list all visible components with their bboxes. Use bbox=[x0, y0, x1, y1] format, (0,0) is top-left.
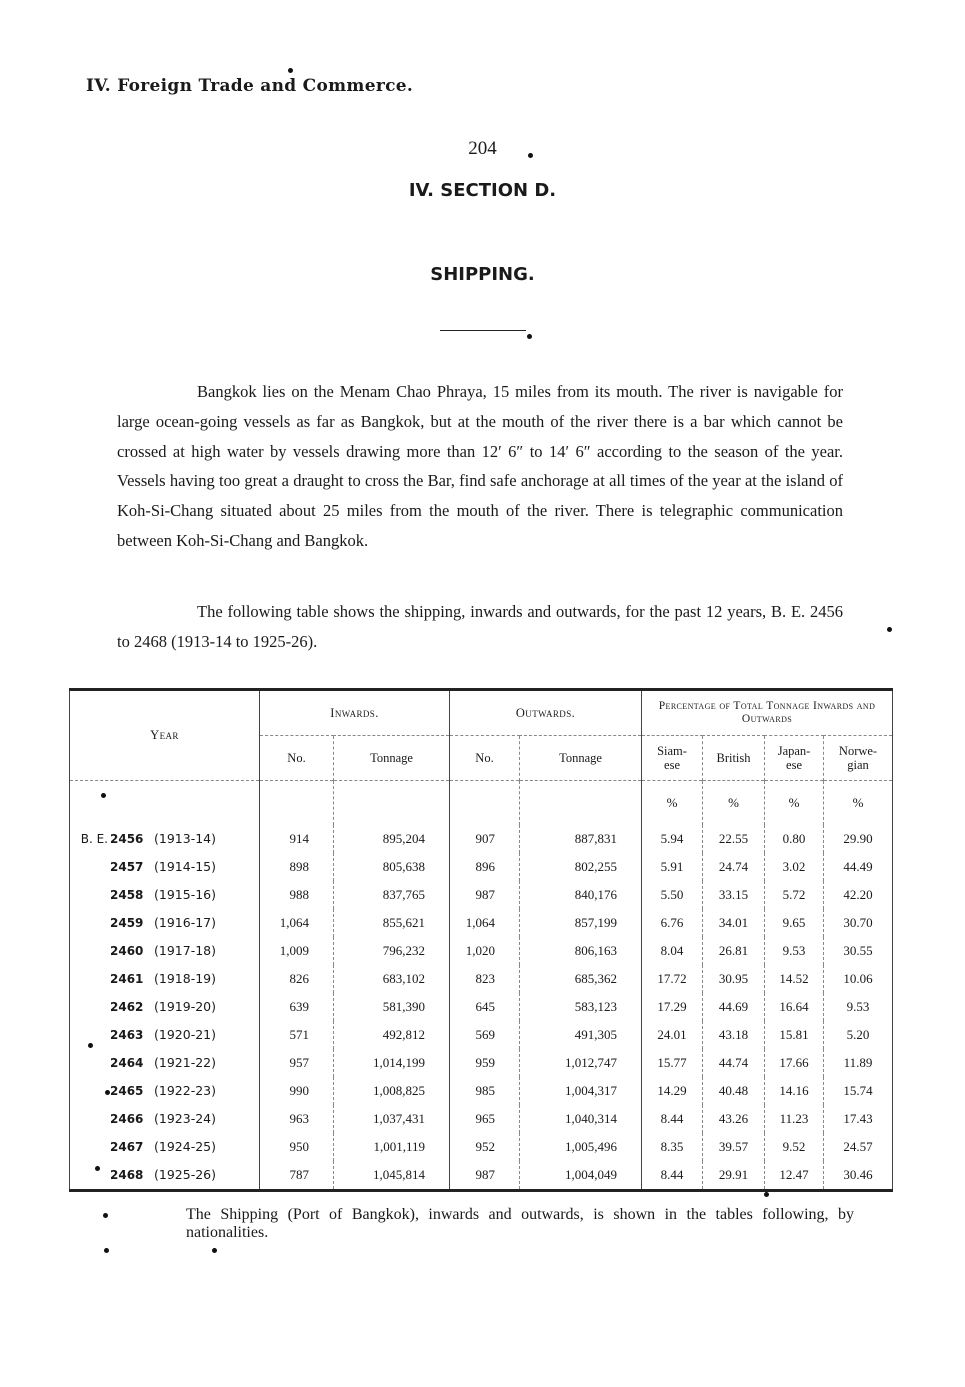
ad-year-range: (1917-18) bbox=[154, 943, 216, 958]
footnote: The Shipping (Port of Bangkok), inwards and outwards, is shown in the tables following, by nationalities. bbox=[186, 1206, 854, 1241]
page-title: SHIPPING. bbox=[430, 264, 535, 285]
percentage-header: Percentage of Total Tonnage Inwards and Outwards bbox=[642, 690, 893, 736]
inwards-no-header: No. bbox=[260, 736, 334, 781]
japanese-pct-cell: 17.66 bbox=[765, 1049, 824, 1077]
table-row bbox=[70, 993, 893, 1021]
japanese-pct-cell: 0.80 bbox=[765, 825, 824, 853]
scan-speck bbox=[105, 1090, 110, 1095]
section-title: IV. SECTION D. bbox=[408, 180, 557, 201]
inwards-tonnage-cell: 1,001,119 bbox=[334, 1133, 450, 1161]
japanese-pct-cell: 15.81 bbox=[765, 1021, 824, 1049]
scan-speck bbox=[212, 1248, 217, 1253]
siamese-pct-cell: 8.44 bbox=[642, 1105, 703, 1133]
norwegian-pct-cell: 24.57 bbox=[824, 1133, 893, 1161]
inwards-tonnage-cell: 1,008,825 bbox=[334, 1077, 450, 1105]
running-head: IV. Foreign Trade and Commerce. bbox=[86, 76, 414, 96]
siamese-header: Siam-ese bbox=[642, 736, 703, 781]
siamese-pct-cell: 14.29 bbox=[642, 1077, 703, 1105]
year-cell bbox=[70, 1049, 260, 1077]
british-pct-cell: 33.15 bbox=[703, 881, 765, 909]
inwards-no-cell: 990 bbox=[260, 1077, 334, 1105]
japanese-header: Japan-ese bbox=[765, 736, 824, 781]
ad-year-range: (1924-25) bbox=[154, 1139, 216, 1154]
outwards-tonnage-cell: 491,305 bbox=[520, 1021, 642, 1049]
inwards-tonnage-header: Tonnage bbox=[334, 736, 450, 781]
pct-unit: % bbox=[765, 781, 824, 826]
british-pct-cell: 40.48 bbox=[703, 1077, 765, 1105]
norwegian-pct-cell: 11.89 bbox=[824, 1049, 893, 1077]
inwards-no-cell: 639 bbox=[260, 993, 334, 1021]
japanese-pct-cell: 3.02 bbox=[765, 853, 824, 881]
british-header: British bbox=[703, 736, 765, 781]
table-row bbox=[70, 1077, 893, 1105]
year-cell bbox=[70, 965, 260, 993]
outwards-no-cell: 1,020 bbox=[450, 937, 520, 965]
outwards-no-cell: 987 bbox=[450, 1161, 520, 1191]
british-pct-cell: 44.69 bbox=[703, 993, 765, 1021]
year-cell bbox=[70, 881, 260, 909]
british-pct-cell: 43.18 bbox=[703, 1021, 765, 1049]
table-row bbox=[70, 1133, 893, 1161]
inwards-no-cell: 1,009 bbox=[260, 937, 334, 965]
siamese-pct-cell: 17.29 bbox=[642, 993, 703, 1021]
table-row bbox=[70, 1105, 893, 1133]
be-year: 2466 bbox=[110, 1112, 144, 1126]
outwards-no-cell: 1,064 bbox=[450, 909, 520, 937]
outwards-tonnage-header: Tonnage bbox=[520, 736, 642, 781]
unit-cell-in-no bbox=[260, 781, 334, 826]
scan-speck bbox=[887, 627, 892, 632]
inwards-no-cell: 826 bbox=[260, 965, 334, 993]
year-cell bbox=[70, 909, 260, 937]
british-pct-cell: 24.74 bbox=[703, 853, 765, 881]
era-label: B. E. bbox=[80, 832, 108, 846]
norwegian-pct-cell: 9.53 bbox=[824, 993, 893, 1021]
inwards-no-cell: 957 bbox=[260, 1049, 334, 1077]
siamese-pct-cell: 6.76 bbox=[642, 909, 703, 937]
outwards-tonnage-cell: 857,199 bbox=[520, 909, 642, 937]
be-year: 2461 bbox=[110, 972, 144, 986]
unit-row bbox=[70, 781, 893, 826]
british-pct-cell: 34.01 bbox=[703, 909, 765, 937]
inwards-no-cell: 898 bbox=[260, 853, 334, 881]
british-pct-cell: 43.26 bbox=[703, 1105, 765, 1133]
british-pct-cell: 39.57 bbox=[703, 1133, 765, 1161]
inwards-tonnage-cell: 581,390 bbox=[334, 993, 450, 1021]
table-row bbox=[70, 937, 893, 965]
japanese-pct-cell: 14.16 bbox=[765, 1077, 824, 1105]
be-year: 2458 bbox=[110, 888, 144, 902]
inwards-tonnage-cell: 895,204 bbox=[334, 825, 450, 853]
british-pct-cell: 26.81 bbox=[703, 937, 765, 965]
siamese-pct-cell: 17.72 bbox=[642, 965, 703, 993]
outwards-no-cell: 907 bbox=[450, 825, 520, 853]
norwegian-pct-cell: 30.55 bbox=[824, 937, 893, 965]
outwards-no-cell: 645 bbox=[450, 993, 520, 1021]
siamese-pct-cell: 15.77 bbox=[642, 1049, 703, 1077]
scan-speck bbox=[88, 1043, 93, 1048]
outwards-no-cell: 959 bbox=[450, 1049, 520, 1077]
siamese-pct-cell: 8.35 bbox=[642, 1133, 703, 1161]
scan-speck bbox=[95, 1166, 100, 1171]
japanese-pct-cell: 9.52 bbox=[765, 1133, 824, 1161]
table-row bbox=[70, 825, 893, 853]
norwegian-pct-cell: 44.49 bbox=[824, 853, 893, 881]
ad-year-range: (1920-21) bbox=[154, 1027, 216, 1042]
be-year: 2465 bbox=[110, 1084, 144, 1098]
inwards-no-cell: 950 bbox=[260, 1133, 334, 1161]
japanese-pct-cell: 9.65 bbox=[765, 909, 824, 937]
british-pct-cell: 29.91 bbox=[703, 1161, 765, 1191]
outwards-tonnage-cell: 840,176 bbox=[520, 881, 642, 909]
siamese-pct-cell: 24.01 bbox=[642, 1021, 703, 1049]
table-row bbox=[70, 1049, 893, 1077]
table-row bbox=[70, 909, 893, 937]
ad-year-range: (1916-17) bbox=[154, 915, 216, 930]
outwards-tonnage-cell: 802,255 bbox=[520, 853, 642, 881]
be-year: 2467 bbox=[110, 1140, 144, 1154]
outwards-no-cell: 823 bbox=[450, 965, 520, 993]
siamese-pct-cell: 8.04 bbox=[642, 937, 703, 965]
outwards-no-cell: 985 bbox=[450, 1077, 520, 1105]
ad-year-range: (1923-24) bbox=[154, 1111, 216, 1126]
inwards-tonnage-cell: 1,014,199 bbox=[334, 1049, 450, 1077]
outwards-header: Outwards. bbox=[450, 690, 642, 736]
table-row bbox=[70, 881, 893, 909]
outwards-tonnage-cell: 887,831 bbox=[520, 825, 642, 853]
norwegian-pct-cell: 30.46 bbox=[824, 1161, 893, 1191]
inwards-tonnage-cell: 805,638 bbox=[334, 853, 450, 881]
intro-paragraph: Bangkok lies on the Menam Chao Phraya, 15 miles from its mouth. The river is navigable for large ocean-going vessels as far as Bangkok, but at the mouth of the river there is a bar which cannot be crossed at high water by vessels drawing more than 12′ 6″ to 14′ 6″ according to the season of the year. Vessels having too great a draught to cross the Bar, find safe anchorage at all times of the year at the island of Koh-Si-Chang situated about 25 miles from the mouth of the river. There is telegraphic communication between Koh-Si-Chang and Bangkok. bbox=[117, 382, 843, 550]
year-cell bbox=[70, 1077, 260, 1105]
be-year: 2462 bbox=[110, 1000, 144, 1014]
norwegian-pct-cell: 29.90 bbox=[824, 825, 893, 853]
be-year: 2457 bbox=[110, 860, 144, 874]
outwards-tonnage-cell: 583,123 bbox=[520, 993, 642, 1021]
british-pct-cell: 44.74 bbox=[703, 1049, 765, 1077]
british-pct-cell: 22.55 bbox=[703, 825, 765, 853]
outwards-tonnage-cell: 1,012,747 bbox=[520, 1049, 642, 1077]
norwegian-pct-cell: 15.74 bbox=[824, 1077, 893, 1105]
outwards-tonnage-cell: 1,004,317 bbox=[520, 1077, 642, 1105]
norwegian-pct-cell: 30.70 bbox=[824, 909, 893, 937]
year-cell bbox=[70, 937, 260, 965]
table-row bbox=[70, 853, 893, 881]
year-cell bbox=[70, 1021, 260, 1049]
ad-year-range: (1921-22) bbox=[154, 1055, 216, 1070]
inwards-tonnage-cell: 796,232 bbox=[334, 937, 450, 965]
norwegian-header: Norwe-gian bbox=[824, 736, 893, 781]
year-cell bbox=[70, 853, 260, 881]
inwards-tonnage-cell: 492,812 bbox=[334, 1021, 450, 1049]
be-year: 2460 bbox=[110, 944, 144, 958]
inwards-no-cell: 1,064 bbox=[260, 909, 334, 937]
outwards-tonnage-cell: 1,004,049 bbox=[520, 1161, 642, 1191]
ad-year-range: (1913-14) bbox=[154, 831, 216, 846]
be-year: 2464 bbox=[110, 1056, 144, 1070]
inwards-no-cell: 988 bbox=[260, 881, 334, 909]
scan-speck bbox=[104, 1248, 109, 1253]
pct-unit: % bbox=[642, 781, 703, 826]
ad-year-range: (1925-26) bbox=[154, 1167, 216, 1182]
table-row bbox=[70, 1021, 893, 1049]
year-cell bbox=[70, 1105, 260, 1133]
be-year: 2468 bbox=[110, 1168, 144, 1182]
inwards-tonnage-cell: 1,037,431 bbox=[334, 1105, 450, 1133]
be-year: 2463 bbox=[110, 1028, 144, 1042]
title-rule bbox=[440, 330, 526, 331]
japanese-pct-cell: 14.52 bbox=[765, 965, 824, 993]
inwards-no-cell: 571 bbox=[260, 1021, 334, 1049]
outwards-no-cell: 987 bbox=[450, 881, 520, 909]
norwegian-pct-cell: 5.20 bbox=[824, 1021, 893, 1049]
pct-unit: % bbox=[824, 781, 893, 826]
be-year: 2459 bbox=[110, 916, 144, 930]
outwards-tonnage-cell: 1,005,496 bbox=[520, 1133, 642, 1161]
year-cell bbox=[70, 1133, 260, 1161]
year-header: Year bbox=[150, 728, 179, 742]
inwards-tonnage-cell: 1,045,814 bbox=[334, 1161, 450, 1191]
japanese-pct-cell: 11.23 bbox=[765, 1105, 824, 1133]
norwegian-pct-cell: 10.06 bbox=[824, 965, 893, 993]
year-cell bbox=[70, 825, 260, 853]
unit-cell-out-ton bbox=[520, 781, 642, 826]
inwards-no-cell: 963 bbox=[260, 1105, 334, 1133]
pct-unit: % bbox=[703, 781, 765, 826]
japanese-pct-cell: 12.47 bbox=[765, 1161, 824, 1191]
ad-year-range: (1919-20) bbox=[154, 999, 216, 1014]
scan-speck bbox=[101, 793, 106, 798]
japanese-pct-cell: 5.72 bbox=[765, 881, 824, 909]
outwards-tonnage-cell: 806,163 bbox=[520, 937, 642, 965]
british-pct-cell: 30.95 bbox=[703, 965, 765, 993]
inwards-tonnage-cell: 837,765 bbox=[334, 881, 450, 909]
outwards-no-header: No. bbox=[450, 736, 520, 781]
ad-year-range: (1914-15) bbox=[154, 859, 216, 874]
siamese-pct-cell: 5.50 bbox=[642, 881, 703, 909]
outwards-tonnage-cell: 1,040,314 bbox=[520, 1105, 642, 1133]
siamese-pct-cell: 5.94 bbox=[642, 825, 703, 853]
siamese-pct-cell: 8.44 bbox=[642, 1161, 703, 1191]
inwards-no-cell: 914 bbox=[260, 825, 334, 853]
outwards-no-cell: 569 bbox=[450, 1021, 520, 1049]
scan-speck bbox=[528, 153, 533, 158]
outwards-no-cell: 965 bbox=[450, 1105, 520, 1133]
outwards-no-cell: 896 bbox=[450, 853, 520, 881]
scan-speck bbox=[527, 334, 532, 339]
scan-speck bbox=[103, 1213, 108, 1218]
inwards-tonnage-cell: 683,102 bbox=[334, 965, 450, 993]
siamese-pct-cell: 5.91 bbox=[642, 853, 703, 881]
be-year: 2456 bbox=[110, 832, 144, 846]
page-number: 204 bbox=[468, 138, 497, 159]
norwegian-pct-cell: 42.20 bbox=[824, 881, 893, 909]
table-row bbox=[70, 965, 893, 993]
outwards-no-cell: 952 bbox=[450, 1133, 520, 1161]
table-intro-paragraph: The following table shows the shipping, inwards and outwards, for the past 12 years, B. E. 2456 to 2468 (1913-14 to 1925-26). bbox=[117, 602, 843, 651]
outwards-tonnage-cell: 685,362 bbox=[520, 965, 642, 993]
unit-cell-year bbox=[70, 781, 260, 826]
norwegian-pct-cell: 17.43 bbox=[824, 1105, 893, 1133]
scan-speck bbox=[288, 68, 293, 73]
ad-year-range: (1915-16) bbox=[154, 887, 216, 902]
scan-speck bbox=[764, 1192, 769, 1197]
japanese-pct-cell: 16.64 bbox=[765, 993, 824, 1021]
inwards-header: Inwards. bbox=[260, 690, 450, 736]
year-cell bbox=[70, 993, 260, 1021]
table-row bbox=[70, 1161, 893, 1191]
unit-cell-out-no bbox=[450, 781, 520, 826]
unit-cell-in-ton bbox=[334, 781, 450, 826]
ad-year-range: (1918-19) bbox=[154, 971, 216, 986]
japanese-pct-cell: 9.53 bbox=[765, 937, 824, 965]
shipping-table bbox=[69, 688, 893, 1192]
ad-year-range: (1922-23) bbox=[154, 1083, 216, 1098]
inwards-no-cell: 787 bbox=[260, 1161, 334, 1191]
inwards-tonnage-cell: 855,621 bbox=[334, 909, 450, 937]
